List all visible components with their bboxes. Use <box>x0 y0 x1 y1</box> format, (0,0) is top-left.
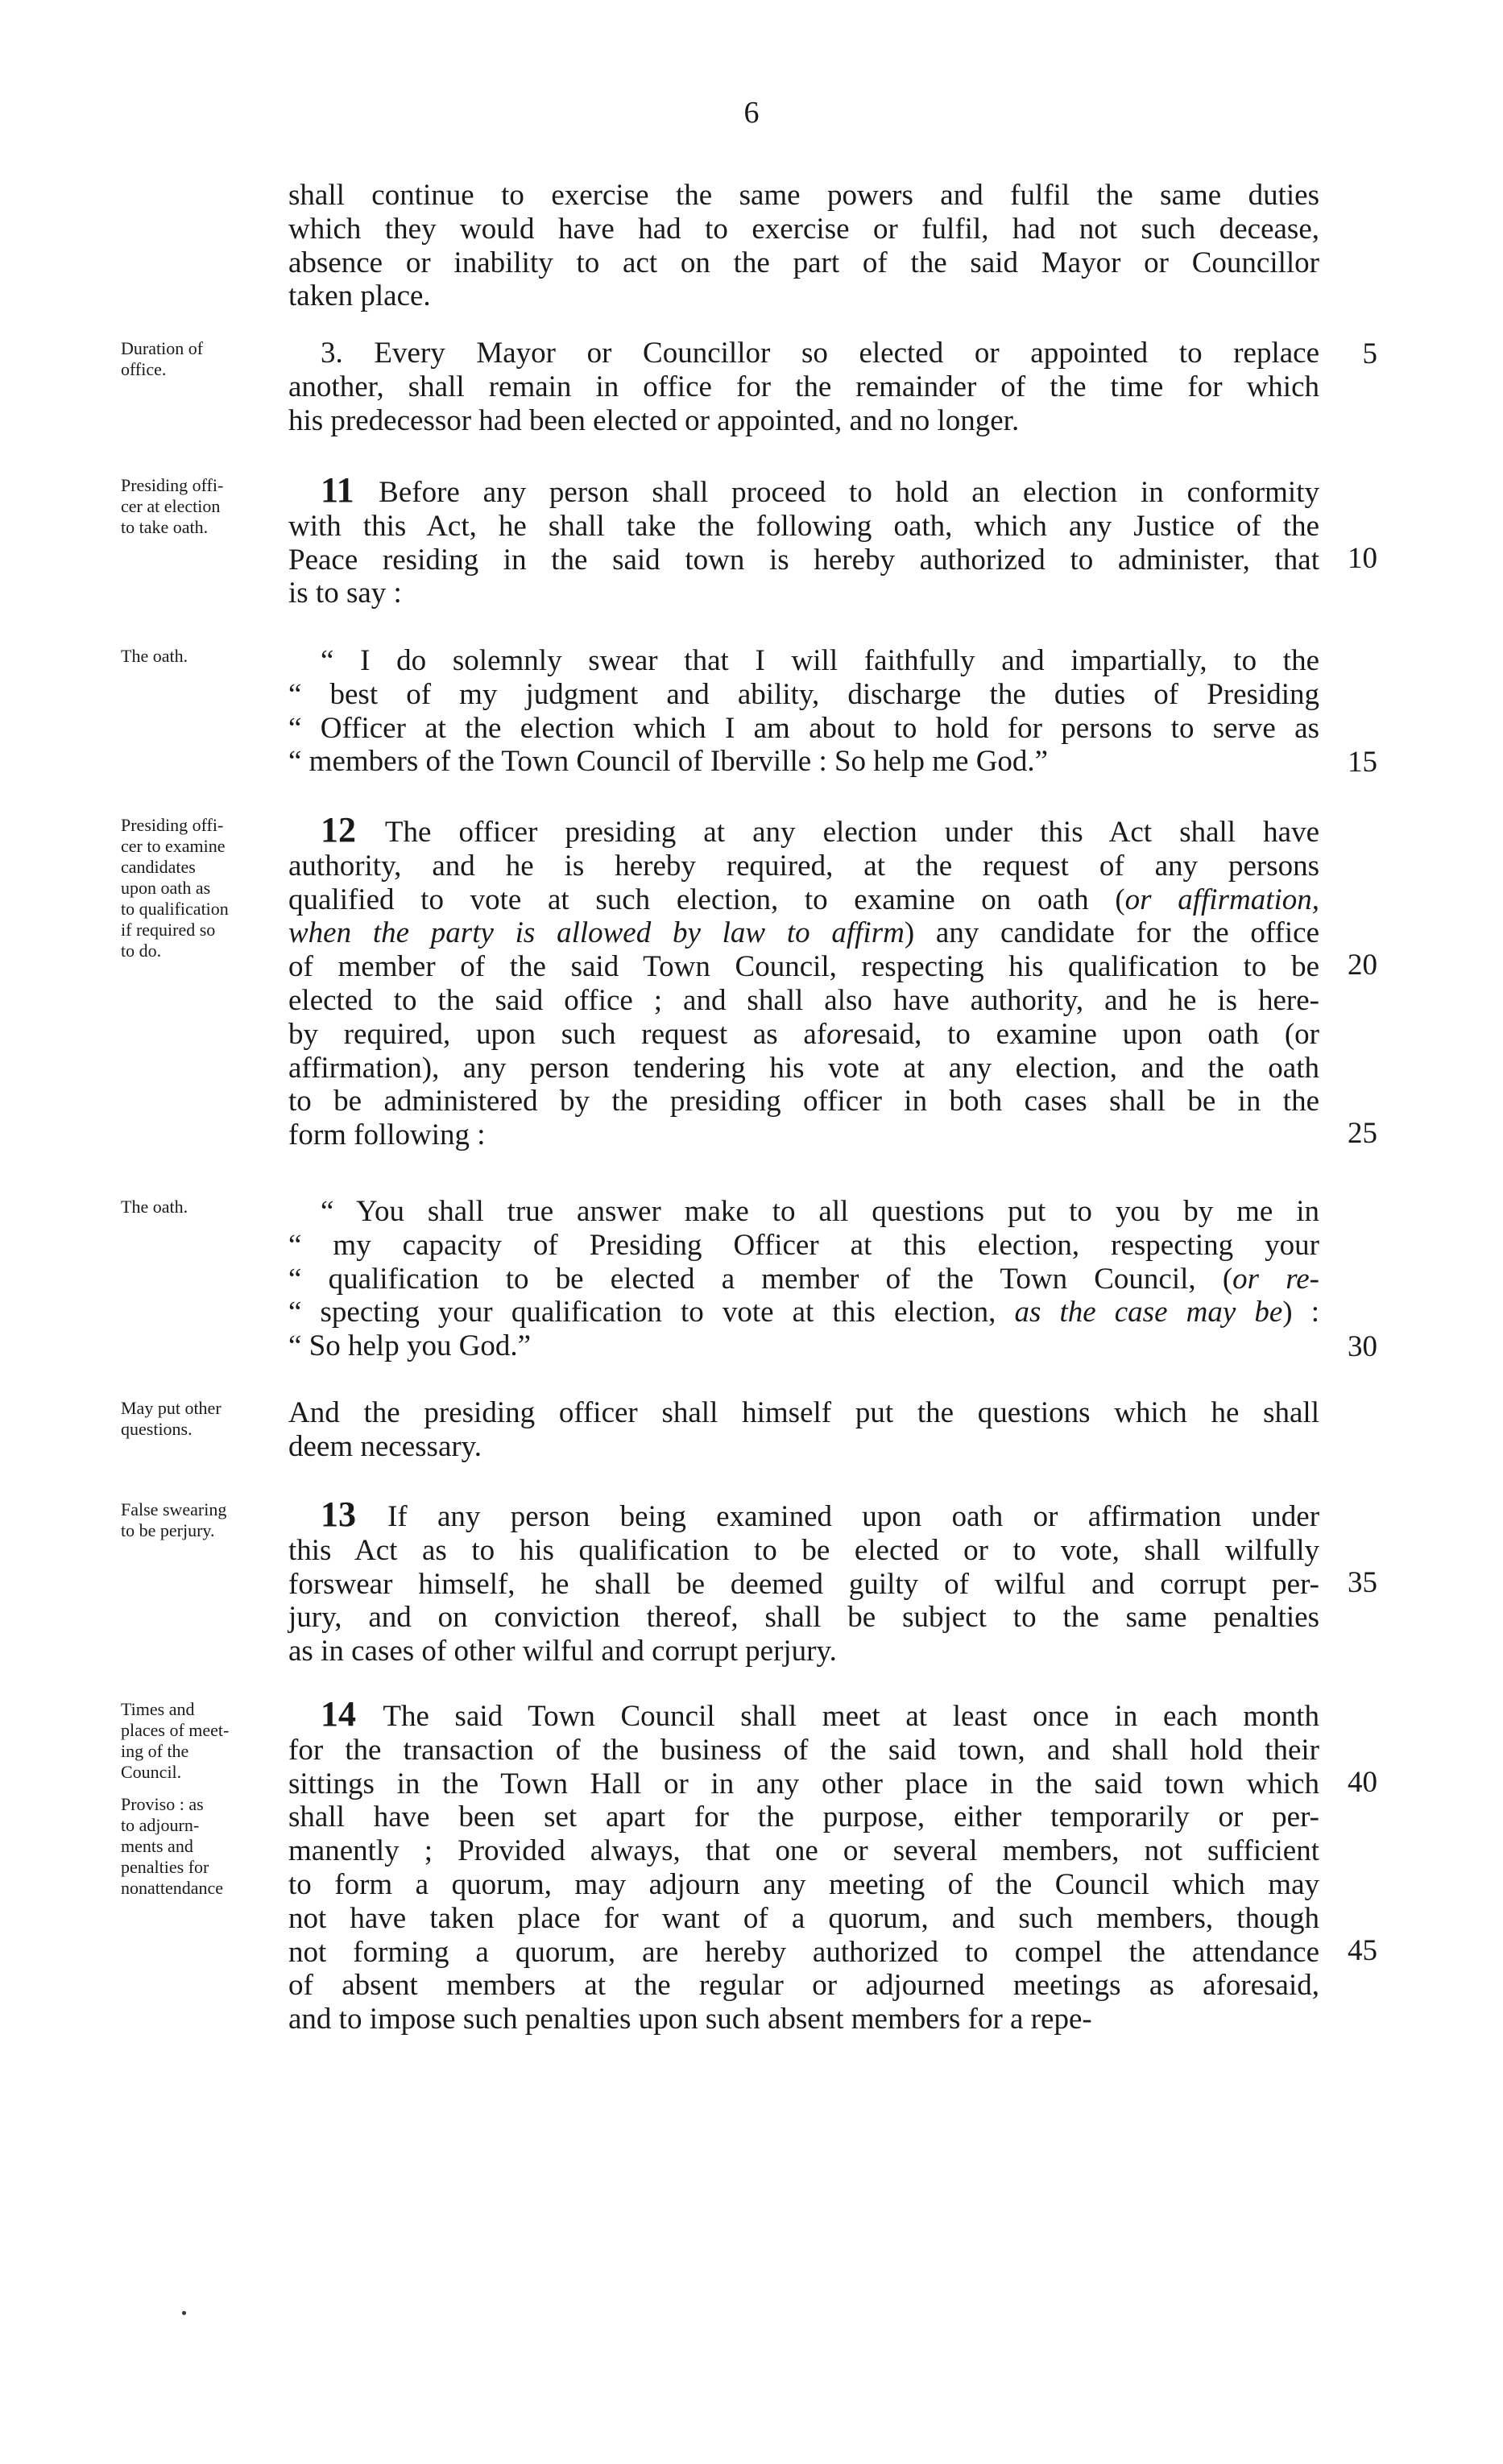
margin-note-line: Times and <box>121 1699 195 1719</box>
section-number: 14 <box>321 1694 383 1734</box>
text-line-content: And the presiding officer shall himself put the questions which he shall <box>288 1396 1319 1429</box>
margin-note-line: to be perjury. <box>121 1520 215 1540</box>
text-line-content: deem necessary. <box>288 1429 482 1463</box>
text-line <box>288 544 1319 577</box>
text-line <box>288 678 1319 712</box>
text-line-content: another, shall remain in office for the remainder of the time for which <box>288 370 1319 403</box>
paragraph <box>288 179 1319 313</box>
text-line <box>288 1568 1319 1602</box>
text-line <box>288 1694 1319 1734</box>
text-line-content: to form a quorum, may adjourn any meeting of the Council which may <box>288 1867 1319 1901</box>
margin-note <box>121 1499 282 1541</box>
text-line-content: sittings in the Town Hall or in any other place in the said town which <box>288 1767 1319 1800</box>
text-line <box>288 404 1319 438</box>
text-line-content: “ Officer at the election which I am about to hold for persons to serve as <box>288 711 1319 745</box>
line-number: 5 <box>1362 337 1377 370</box>
text-line-content: The officer presiding at any election under this Act shall have <box>384 816 1320 849</box>
text-line-content: “ specting your qualification to vote at this election, as the case may be) : <box>288 1296 1319 1329</box>
text-line-content: manently ; Provided always, that one or several members, not sufficient <box>288 1834 1319 1868</box>
text-line <box>288 1396 1319 1430</box>
text-line-content: “ I do solemnly swear that I will faithfully and impartially, to the <box>321 644 1319 677</box>
margin-note-line: to adjourn- <box>121 1815 200 1835</box>
text-line-content: qualified to vote at such election, to examine on oath (or affirmation, <box>288 883 1320 916</box>
text-line <box>288 1902 1319 1936</box>
line-number: 35 <box>1348 1565 1377 1599</box>
margin-note-line: ing of the <box>121 1741 189 1761</box>
text-line-content: this Act as to his qualification to be elected or to vote, shall wilfully <box>288 1533 1319 1567</box>
text-line <box>288 1263 1319 1296</box>
text-line <box>288 1118 1319 1152</box>
italic-text: or re- <box>1232 1262 1319 1296</box>
text-line <box>288 1969 1319 2003</box>
text-line <box>288 1534 1319 1568</box>
margin-note-line: The oath. <box>121 646 188 666</box>
text-line <box>288 850 1319 883</box>
text-line-content: “ So help you God.” <box>288 1329 532 1363</box>
text-line <box>288 470 1319 510</box>
paragraph <box>288 470 1319 610</box>
margin-note-line: places of meet- <box>121 1720 230 1740</box>
line-number: 25 <box>1348 1117 1377 1151</box>
margin-note-line: nonattendance <box>121 1878 224 1898</box>
margin-note-line: office. <box>121 359 167 379</box>
italic-text: when the party is allowed by law to affirm <box>288 916 905 950</box>
paragraph <box>288 810 1320 1152</box>
text-line <box>288 1229 1319 1263</box>
text-line-content: shall have been set apart for the purpose, either temporarily or per- <box>288 1800 1319 1834</box>
margin-note-line: to take oath. <box>121 517 209 537</box>
section-number: 3. <box>321 337 375 370</box>
margin-note-line: candidates <box>121 857 196 877</box>
paragraph <box>288 1195 1319 1363</box>
text-line <box>288 1195 1319 1229</box>
text-line <box>288 1936 1319 1970</box>
text-line <box>288 1734 1319 1767</box>
text-line <box>288 2003 1319 2036</box>
text-line-content: The said Town Council shall meet at least once in each month <box>383 1700 1319 1733</box>
text-line <box>288 1767 1319 1801</box>
text-line <box>288 712 1319 746</box>
italic-text: as the case may be <box>1014 1296 1283 1329</box>
line-number: 10 <box>1348 541 1377 575</box>
italic-text: or affirmation, <box>1124 883 1320 916</box>
text-line <box>288 1018 1319 1052</box>
text-line-content: “ qualification to be elected a member of the Town Council, (or re- <box>288 1262 1319 1296</box>
text-line-content: his predecessor had been elected or appointed, and no longer. <box>288 403 1020 437</box>
text-line-content: when the party is allowed by law to affirm) any candidate for the office <box>288 916 1319 950</box>
margin-note-line: cer to examine <box>121 836 226 856</box>
margin-note-line: penalties for <box>121 1857 209 1877</box>
text-line-content: “ best of my judgment and ability, discharge the duties of Presiding <box>288 677 1319 711</box>
text-line-content: authority, and he is hereby required, at the request of any persons <box>288 849 1319 883</box>
margin-note <box>121 1699 282 1899</box>
margin-note <box>121 1398 282 1440</box>
section-number: 13 <box>321 1495 388 1534</box>
margin-note <box>121 1197 282 1218</box>
text-line <box>288 1085 1319 1118</box>
margin-note-line: to qualification <box>121 899 229 919</box>
text-line <box>288 1800 1319 1834</box>
italic-text: or <box>826 1017 854 1051</box>
margin-note-line: Proviso : as <box>121 1794 204 1814</box>
text-line <box>288 1868 1319 1902</box>
margin-note-line: Presiding offi- <box>121 815 224 835</box>
margin-note-line: to do. <box>121 941 162 961</box>
margin-note <box>121 338 282 380</box>
text-line-content: Before any person shall proceed to hold an election in conformity <box>379 476 1319 509</box>
paragraph <box>288 644 1319 779</box>
text-line <box>288 745 1319 779</box>
margin-note-line: Council. <box>121 1762 182 1782</box>
text-line-content: “ You shall true answer make to all questions put to you by me in <box>321 1195 1319 1228</box>
text-line <box>288 916 1319 950</box>
text-line-content: which they would have had to exercise or fulfil, had not such decease, <box>288 212 1319 246</box>
text-line-content: of absent members at the regular or adjourned meetings as aforesaid, <box>288 1969 1319 2003</box>
margin-note-line <box>121 1783 282 1794</box>
text-line <box>288 179 1319 213</box>
text-line <box>288 370 1319 404</box>
text-line <box>288 1495 1320 1534</box>
line-number: 20 <box>1348 949 1377 982</box>
stray-mark <box>182 2311 186 2315</box>
paragraph <box>288 1495 1320 1668</box>
line-number: 45 <box>1348 1933 1377 1967</box>
paragraph <box>288 337 1319 437</box>
text-line <box>288 1635 1319 1668</box>
text-line-content: forswear himself, he shall be deemed guilty of wilful and corrupt per- <box>288 1567 1319 1601</box>
text-line-content: by required, upon such request as aforesaid, to examine upon oath (or <box>288 1017 1319 1051</box>
text-line <box>288 883 1319 917</box>
page-number: 6 <box>743 96 760 130</box>
text-line-content: If any person being examined upon oath or affirmation under <box>387 1500 1320 1533</box>
text-line <box>288 1329 1319 1363</box>
text-line <box>288 577 1319 610</box>
margin-note-line: upon oath as <box>121 878 211 898</box>
margin-note <box>121 475 282 538</box>
text-line-content: with this Act, he shall take the following oath, which any Justice of the <box>288 509 1319 543</box>
line-number: 30 <box>1348 1330 1377 1364</box>
text-line <box>288 984 1319 1018</box>
text-line-content: Every Mayor or Councillor so elected or appointed to replace <box>374 337 1320 370</box>
text-line-content: not forming a quorum, are hereby authorized to compel the attendance <box>288 1935 1319 1969</box>
text-line-content: jury, and on conviction thereof, shall be subject to the same penalties <box>288 1601 1319 1635</box>
text-line-content: shall continue to exercise the same powers and fulfil the same duties <box>288 179 1319 212</box>
text-line-content: as in cases of other wilful and corrupt perjury. <box>288 1635 837 1668</box>
text-line-content: “ my capacity of Presiding Officer at this election, respecting your <box>288 1228 1319 1262</box>
text-line-content: to be administered by the presiding officer in both cases shall be in the <box>288 1085 1319 1118</box>
margin-note-line: Presiding offi- <box>121 475 224 495</box>
text-line-content: is to say : <box>288 577 402 610</box>
margin-note-line: False swearing <box>121 1499 227 1519</box>
paragraph <box>288 1694 1319 2036</box>
line-number: 15 <box>1348 746 1377 779</box>
text-line-content: affirmation), any person tendering his vote at any election, and the oath <box>288 1051 1319 1085</box>
text-line <box>288 1296 1319 1329</box>
section-number: 11 <box>321 470 379 510</box>
text-line <box>288 1601 1319 1635</box>
text-line <box>288 510 1319 544</box>
text-line-content: taken place. <box>288 279 431 313</box>
text-line <box>288 1052 1319 1085</box>
margin-note-line: The oath. <box>121 1197 188 1217</box>
margin-note <box>121 815 282 961</box>
text-line <box>288 213 1319 246</box>
text-line <box>288 279 1319 313</box>
text-line <box>288 1430 1319 1464</box>
text-line <box>288 810 1320 850</box>
margin-note-line: ments and <box>121 1836 193 1856</box>
text-line-content: not have taken place for want of a quorum, and such members, though <box>288 1901 1319 1935</box>
margin-note-line: if required so <box>121 920 216 940</box>
text-line-content: absence or inability to act on the part of the said Mayor or Councillor <box>288 246 1319 279</box>
text-line-content: and to impose such penalties upon such absent members for a repe- <box>288 2003 1092 2036</box>
text-line <box>288 1834 1319 1868</box>
section-number: 12 <box>321 810 385 850</box>
margin-note-line: cer at election <box>121 496 221 516</box>
margin-note-line: May put other <box>121 1398 222 1418</box>
text-line-content: Peace residing in the said town is hereby authorized to administer, that <box>288 543 1319 577</box>
line-number: 40 <box>1348 1765 1377 1799</box>
text-line <box>288 246 1319 280</box>
margin-note-line: questions. <box>121 1419 193 1439</box>
text-line-content: form following : <box>288 1118 486 1152</box>
text-line-content: for the transaction of the business of the said town, and shall hold their <box>288 1733 1319 1767</box>
margin-note-line: Duration of <box>121 338 204 358</box>
text-line <box>288 950 1319 984</box>
paragraph <box>288 1396 1319 1464</box>
text-line-content: elected to the said office ; and shall also have authority, and he is here- <box>288 983 1319 1017</box>
margin-note <box>121 646 282 667</box>
text-line-content: of member of the said Town Council, respecting his qualification to be <box>288 950 1319 984</box>
text-line <box>288 644 1319 678</box>
text-line <box>288 337 1319 370</box>
text-line-content: “ members of the Town Council of Iberville : So help me God.” <box>288 745 1049 779</box>
